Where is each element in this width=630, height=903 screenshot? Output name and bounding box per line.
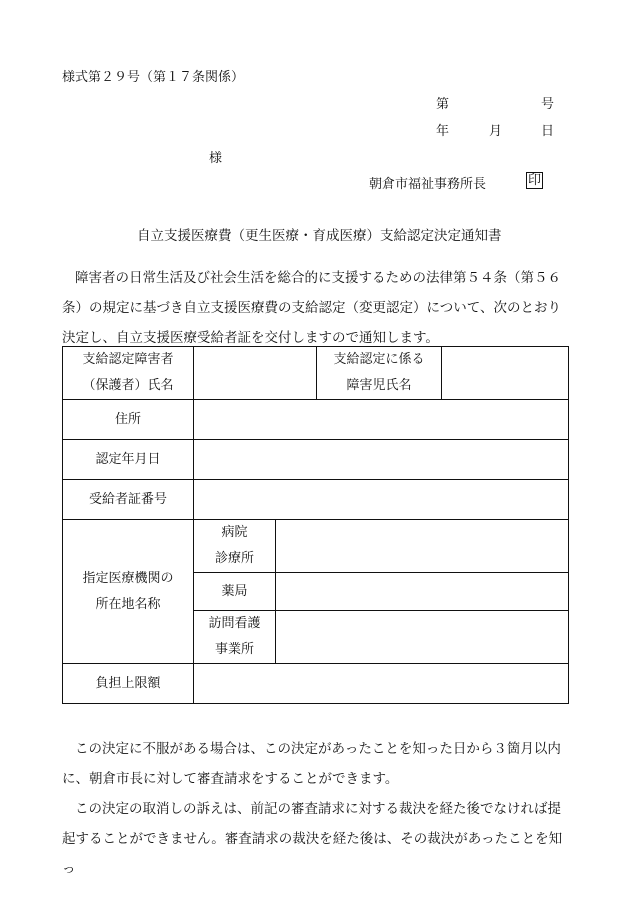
- address-value: [194, 400, 569, 440]
- addressee-suffix: 様: [209, 151, 223, 166]
- notice-line: この決定に不服がある場合は、この決定があったことを知った日から３箇月以内: [75, 741, 561, 757]
- form-number: 様式第２９号（第１７条関係）: [62, 70, 245, 85]
- issuer-name: 朝倉市福祉事務所長: [369, 177, 487, 192]
- pharmacy-label: 薬局: [194, 573, 276, 611]
- number-suffix: 号: [541, 97, 555, 112]
- certification-table: [62, 346, 569, 704]
- recipient-name-label: 支給認定障害者 （保護者）氏名: [63, 347, 194, 400]
- intro-paragraph: [62, 263, 570, 353]
- seal-mark: 印: [528, 173, 542, 188]
- date-year: 年: [436, 124, 450, 139]
- nursing-label: 訪問看護 事業所: [194, 611, 276, 664]
- intro-line: 障害者の日常生活及び社会生活を総合的に支援するための法律第５４条（第５６: [75, 270, 561, 286]
- notice-paragraph: [62, 734, 570, 884]
- intro-line: 決定し、自立支援医療受給者証を交付しますので通知します。: [62, 330, 439, 346]
- hospital-label: 病院 診療所: [194, 520, 276, 573]
- address-label: 住所: [63, 400, 194, 440]
- notice-line: 起することができません。審査請求の裁決を経た後は、その裁決があったことを知っ: [62, 831, 563, 877]
- pharmacy-value: [276, 573, 569, 611]
- limit-value: [194, 664, 569, 704]
- child-name-value: [442, 347, 569, 400]
- number-prefix: 第: [436, 97, 450, 112]
- cert-date-value: [194, 440, 569, 480]
- cert-date-label: 認定年月日: [63, 440, 194, 480]
- date-day: 日: [541, 124, 555, 139]
- cert-number-value: [194, 480, 569, 520]
- institution-label: 指定医療機関の 所在地名称: [63, 520, 194, 664]
- intro-line: 条）の規定に基づき自立支援医療費の支給認定（変更認定）について、次のとおり: [62, 300, 561, 316]
- document-title: 自立支援医療費（更生医療・育成医療）支給認定決定通知書: [137, 228, 502, 244]
- hospital-value: [276, 520, 569, 573]
- nursing-value: [276, 611, 569, 664]
- notice-line: この決定の取消しの訴えは、前記の審査請求に対する裁決を経た後でなければ提: [75, 801, 561, 817]
- notice-line: に、朝倉市長に対して審査請求をすることができます。: [62, 771, 399, 787]
- child-name-label: 支給認定に係る 障害児氏名: [317, 347, 442, 400]
- limit-label: 負担上限額: [63, 664, 194, 704]
- cert-number-label: 受給者証番号: [63, 480, 194, 520]
- recipient-name-value: [194, 347, 317, 400]
- date-month: 月: [489, 124, 503, 139]
